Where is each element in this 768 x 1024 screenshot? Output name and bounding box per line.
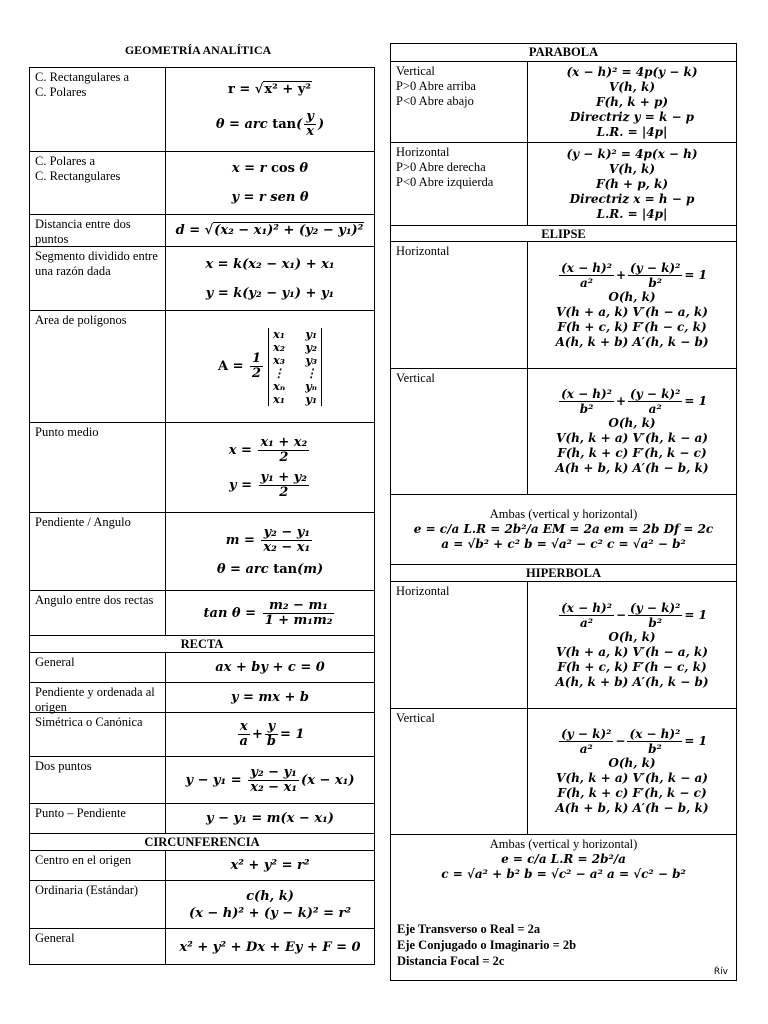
formula-line: V(h, k) — [608, 161, 656, 176]
row-formula — [528, 143, 736, 225]
row-label: Angulo entre dos rectas — [30, 591, 166, 635]
row-formula: y − y₁ = $\frac{\text{y₂ − y₁}}{\text{x₂ − x₁}}$ (x − x₁) — [185, 764, 355, 795]
row-label: C. Rectangulares a C. Polares — [30, 68, 166, 151]
row-formula: $\frac{\text{(x − h)²}}{\text{a²}}$ + $\frac{\text{(y − k)²}}{\text{b²}}$ = 1 O(h, k) V(h + a, k) V′(h − a, k) F(h + c, k) F′(h − c, k) A(h, k + b) A′(h, k − b) — [555, 260, 709, 349]
row-formula: r = √x² + y² θ = arc tan( $\frac{y}{x}$ ) — [215, 81, 325, 139]
formula-line: F(h, k + p) — [595, 94, 669, 109]
numerator: (x − h)² — [561, 600, 612, 615]
formula-line: V(h, k + a) V′(h, k − a) — [556, 431, 708, 445]
row-label: Horizontal — [391, 242, 528, 368]
denominator: a² — [580, 615, 594, 630]
formula-line: e = c/a L.R = 2b²/a — [501, 852, 626, 866]
label-line: Vertical — [396, 64, 435, 78]
row-label: Vertical — [391, 369, 528, 494]
table-row — [391, 241, 736, 368]
equals-one: = 1 — [684, 607, 707, 622]
row-label: Vertical — [391, 709, 528, 834]
eje-transverso: Eje Transverso o Real = 2a — [397, 922, 541, 936]
row-label: Ambas (vertical y horizontal) — [489, 837, 638, 851]
label-line: P<0 Abre izquierda — [396, 175, 494, 189]
row-label: Pendiente y ordenada al origen — [30, 683, 166, 712]
denominator: a² — [579, 742, 593, 756]
row-formula: A = $\frac{1}{2}$ x₁ y₁ x₂ y₂ x₃ y₃ ⋮ ⋮ xₙ yₙ x₁ y₁ — [166, 311, 374, 422]
table-row — [30, 214, 374, 246]
row-formula: $\frac{\text{(x − h)²}}{\text{a²}}$ − $\frac{\text{(y − k)²}}{\text{b²}}$ = 1 O(h, k) V(h + a, k) V′(h − a, k) F(h + c, k) F′(h − c, k) A(h, k + b) A′(h, k − b) — [555, 600, 709, 689]
formula-line: F(h, k + c) F′(h, k − c) — [557, 446, 707, 460]
formula-line: O(h, k) — [608, 756, 656, 770]
row-formula: m = $\frac{\text{y₂ − y₁}}{\text{x₂ − x₁}}$ θ = arc tan(m) — [216, 524, 324, 577]
equals-one: = 1 — [684, 734, 707, 748]
numerator: (x − h)² — [629, 727, 681, 741]
numerator: (y − k)² — [630, 260, 681, 275]
label-line: P<0 Abre abajo — [396, 94, 474, 108]
distancia-focal: Distancia Focal = 2c — [397, 954, 505, 968]
table-row — [30, 512, 374, 590]
denominator: b² — [648, 742, 662, 756]
numerator: (y − k)² — [561, 727, 612, 741]
row-formula: $\frac{\text{(y − k)²}}{\text{a²}}$ − $\frac{\text{(x − h)²}}{\text{b²}}$ = 1 O(h, k) V(h, k + a) V′(h, k − a) F(h, k + c) F′(h, k − c) A(h + b, k) A′(h − b, k) — [555, 727, 709, 815]
row-formula — [166, 881, 374, 928]
table-row — [30, 68, 374, 151]
numerator: (y − k)² — [630, 387, 681, 401]
formula-line: L.R. = |4p| — [596, 206, 668, 221]
eje-conjugado: Eje Conjugado o Imaginario = 2b — [397, 938, 577, 952]
formula-line: A(h + b, k) A′(h − b, k) — [555, 461, 709, 475]
table-row — [30, 928, 374, 965]
table-row — [30, 422, 374, 512]
section-header-circunferencia: CIRCUNFERENCIA — [30, 833, 374, 850]
table-row — [30, 682, 374, 712]
equals-one: = 1 — [684, 394, 707, 408]
formula-line: (x − h)² + (y − k)² = r² — [188, 905, 352, 921]
formula-line: c(h, k) — [246, 888, 294, 904]
formula-line: c = √a² + b² b = √c² − a² a = √c² − b² — [441, 867, 686, 881]
section-header-recta: RECTA — [30, 635, 374, 652]
row-label: C. Polares a C. Rectangulares — [30, 152, 166, 214]
formula-line: (y − k)² = 4p(x − h) — [566, 146, 698, 161]
table-row — [30, 850, 374, 880]
denominator: b² — [648, 275, 663, 290]
row-formula: y − y₁ = m(x − x₁) — [206, 811, 334, 826]
label-line: P>0 Abre derecha — [396, 160, 486, 174]
table-row — [391, 368, 736, 494]
row-formula: x² + y² + Dx + Ey + F = 0 — [179, 939, 361, 955]
numerator: (x − h)² — [561, 260, 612, 275]
row-formula: x = k(x₂ − x₁) + x₁ y = k(y₂ − y₁) + y₁ — [205, 256, 335, 301]
denominator: a² — [580, 275, 594, 290]
row-label: Pendiente / Angulo — [30, 513, 166, 590]
row-label: Punto – Pendiente — [30, 804, 166, 833]
row-formula: $\frac{\text{(x − h)²}}{\text{b²}}$ + $\frac{\text{(y − k)²}}{\text{a²}}$ = 1 O(h, k) V(h, k + a) V′(h, k − a) F(h, k + c) F′(h, k − c) A(h + b, k) A′(h − b, k) — [555, 387, 709, 475]
table-row — [391, 581, 736, 708]
label-line: Horizontal — [396, 145, 450, 159]
table-row — [30, 590, 374, 635]
table-row — [30, 652, 374, 682]
row-formula: d = √(x₂ − x₁)² + (y₂ − y₁)² — [175, 223, 364, 238]
formula-line: F(h + c, k) F′(h − c, k) — [557, 319, 707, 334]
formula-line: A(h, k + b) A′(h, k − b) — [555, 674, 709, 689]
table-row — [391, 142, 736, 225]
section-header-hiperbola: HIPERBOLA — [391, 564, 736, 581]
row-label: Ambas (vertical y horizontal) — [489, 507, 638, 521]
formula-line: F(h + p, k) — [595, 176, 669, 191]
table-row — [30, 246, 374, 310]
denominator: a² — [648, 402, 662, 416]
formula-line: V(h, k + a) V′(h, k − a) — [556, 771, 708, 785]
row-label: Area de polígonos — [30, 311, 166, 422]
table-row — [391, 708, 736, 834]
formula-line: L.R. = |4p| — [596, 124, 668, 139]
formula-line: a = √b² + c² b = √a² − c² c = √a² − b² — [441, 537, 686, 551]
formula-line: V(h + a, k) V′(h − a, k) — [556, 644, 708, 659]
row-formula: tan θ = $\frac{\text{m₂ − m₁}}{\text{1 + m₁m₂}}$ — [203, 597, 333, 628]
right-formula-table — [390, 43, 737, 981]
row-label: Dos puntos — [30, 757, 166, 803]
table-row — [30, 310, 374, 422]
formula-line: Directriz y = k − p — [569, 109, 695, 124]
formula-line: O(h, k) — [608, 289, 656, 304]
row-label: Ordinaria (Estándar) — [30, 881, 166, 928]
row-formula: x = $\frac{\text{x₁ + x₂}}{2}$ y = $\frac{\text{y₁ + y₂}}{2}$ — [228, 434, 308, 500]
row-formula: ax + by + c = 0 — [215, 660, 325, 675]
row-label: Punto medio — [30, 423, 166, 512]
table-row — [391, 494, 736, 564]
formula-line: V(h + a, k) V′(h − a, k) — [556, 304, 708, 319]
page-title: GEOMETRÍA ANALÍTICA — [124, 43, 272, 57]
denominator: b² — [579, 402, 594, 416]
left-formula-table — [29, 67, 375, 965]
table-row — [391, 834, 736, 981]
formula-line: F(h + c, k) F′(h − c, k) — [557, 659, 707, 674]
numerator: (y − k)² — [630, 600, 681, 615]
row-label — [391, 143, 528, 225]
section-header-parabola: PARABOLA — [528, 45, 599, 59]
formula-line: O(h, k) — [608, 416, 656, 430]
row-label: Distancia entre dos puntos — [30, 215, 166, 246]
denominator: b² — [648, 615, 663, 630]
formula-line: (x − h)² = 4p(y − k) — [566, 64, 698, 79]
table-row — [30, 151, 374, 214]
table-row — [30, 756, 374, 803]
row-label: General — [30, 653, 166, 682]
formula-line: F(h, k + c) F′(h, k − c) — [557, 786, 707, 800]
formula-line: V(h, k) — [608, 79, 656, 94]
numerator: (x − h)² — [561, 387, 612, 401]
row-label: Segmento dividido entre una razón dada — [30, 247, 166, 310]
row-formula — [528, 62, 736, 142]
equals-one: = 1 — [684, 267, 707, 282]
row-label: Simétrica o Canónica — [30, 713, 166, 756]
table-row — [30, 880, 374, 928]
row-label: Horizontal — [391, 582, 528, 708]
row-formula: x² + y² = r² — [230, 858, 310, 873]
row-formula: $\frac{x}{a}$ + $\frac{y}{b}$ = 1 — [239, 719, 305, 749]
label-line: P>0 Abre arriba — [396, 79, 476, 93]
axes-summary — [397, 921, 576, 969]
formula-line: A(h + b, k) A′(h − b, k) — [555, 801, 709, 815]
author-signature: Ŕív — [713, 967, 728, 977]
row-label: General — [30, 929, 166, 965]
row-label — [391, 62, 528, 142]
determinant-matrix: x₁ y₁ x₂ y₂ x₃ y₃ ⋮ ⋮ xₙ yₙ x₁ y₁ — [268, 328, 322, 406]
formula-line: e = c/a L.R = 2b²/a EM = 2a em = 2b Df = 2c — [413, 522, 714, 536]
section-header-elipse: ELIPSE — [391, 225, 736, 241]
row-formula: x = r cos θ y = r sen θ — [231, 161, 309, 205]
formula-line: Directriz x = h − p — [569, 191, 695, 206]
row-formula — [391, 495, 736, 564]
row-label: Centro en el origen — [30, 851, 166, 880]
formula-line: A(h, k + b) A′(h, k − b) — [555, 334, 709, 349]
table-row — [30, 712, 374, 756]
table-row — [391, 61, 736, 142]
row-formula: y = mx + b — [230, 690, 310, 705]
formula-line: O(h, k) — [608, 629, 656, 644]
table-row — [30, 803, 374, 833]
